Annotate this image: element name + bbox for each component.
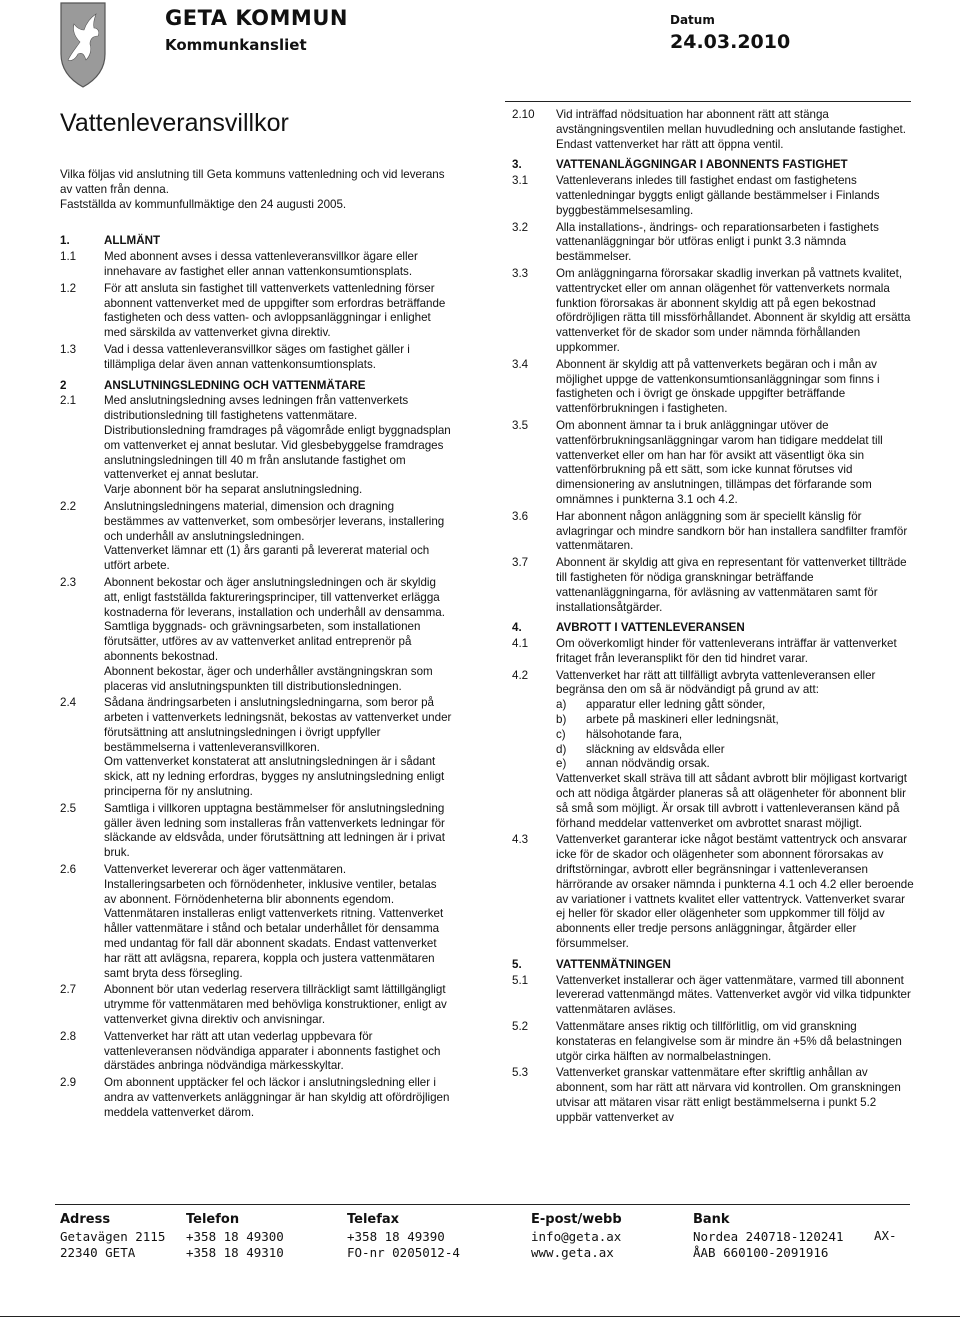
header-divider xyxy=(505,101,911,102)
list-text: släckning av eldsvåda eller xyxy=(586,742,725,756)
clause-number: 3.3 xyxy=(512,266,529,280)
clause-paragraph: Sådana ändringsarbeten i anslutningsledningarna, som beror på arbeten i vattenverkets ledningsnät, bekostas av vattenverket under förutsättning att anslutningsledningen i övrigt uppfyller bestämmelserna i vattenleveransvillkoren. xyxy=(104,696,452,754)
date-block xyxy=(670,12,790,54)
clause-item xyxy=(60,250,452,280)
clause-paragraph: Samtliga byggnads- och grävningsarbeten, som installationen förutsätter, utföres av av vattenverket anlitad entreprenör på abonnents bekostnad. xyxy=(104,620,421,663)
clause-body xyxy=(104,250,452,280)
clause-body xyxy=(556,267,914,356)
footer-fax xyxy=(347,1212,460,1261)
footer-bank-line: Nordea 240718-120241 xyxy=(693,1229,844,1244)
clause-number: 5.2 xyxy=(512,1020,529,1034)
clause-item xyxy=(512,174,914,218)
clause-body xyxy=(104,343,452,373)
clause-paragraph: Med anslutningsledning avses ledningen från vattenverkets distributionsledning till fastighetens vattenmätare. xyxy=(104,394,409,423)
clause-item xyxy=(60,1030,452,1074)
left-column xyxy=(60,108,452,1123)
clause-number: 4.2 xyxy=(512,668,529,682)
page-bottom-rule xyxy=(0,1316,960,1317)
left-sections xyxy=(60,234,452,1120)
footer-email-heading: E-post/webb xyxy=(531,1212,622,1227)
clause-item xyxy=(512,108,914,152)
footer-fax-heading: Telefax xyxy=(347,1212,400,1227)
clause-paragraph: Anslutningsledningens material, dimension och dragning bestämmes av vattenverket, som ombesörjer leverans, installering och underhåll av anslutningsledningen. xyxy=(104,499,445,543)
section-heading xyxy=(60,379,452,394)
section-number: 4. xyxy=(512,621,522,635)
clause-paragraph: Har abonnent någon anläggning som är speciellt känslig för avlagringar och mindre sandkorn bör han installera sandfilter framför vattenmätaren. xyxy=(556,509,908,553)
footer-phone-heading: Telefon xyxy=(186,1212,240,1227)
clause-paragraph: Vattenmätare anses riktig och tillförlitlig, om vid granskning konstateras en felangivelse som är mindre än +5% då belastningen utgör cirka hälften av normalbelastningen. xyxy=(556,1020,902,1063)
clause-body xyxy=(556,221,914,265)
clause-body xyxy=(556,637,914,667)
clause-paragraph: Vattenverket garanterar icke något bestämt vattentryck och ansvarar icke för de skador och olägenheter som abonnent förorsakas av driftstörningar, avbrott eller begränsningar i vattenleveransen härrörande av orsaker nämnda i punkterna 4.1 och 4.2 eller beroende av variationer i vattnets kvalitet eller vattentryck. Vattenverket svarar ej heller för skador eller olägenheter som uppkommer till följd av abonnents eller tredje persons anläggningar, åtgärder eller försummelser. xyxy=(556,833,914,951)
footer-web-line[interactable]: www.geta.ax xyxy=(531,1245,614,1260)
intro-text xyxy=(60,168,452,212)
footer-bank-heading: Bank xyxy=(693,1212,730,1227)
list-marker: a) xyxy=(556,698,567,712)
clause-body xyxy=(104,500,452,574)
clause-list-item xyxy=(556,757,914,772)
clause-number: 1.2 xyxy=(60,281,77,295)
clause-body xyxy=(104,696,452,800)
clause-paragraph: Med abonnent avses i dessa vattenleveransvillkor ägare eller innehavare av fastighet eller annan vattenkonsumtionsplats. xyxy=(104,250,418,278)
clause-paragraph: Om anläggningarna förorsakar skadlig inverkan på vattnets kvalitet, vattentrycket eller om annan olägenhet för vattenverkets normala funktion förorsakas är abonnent skyldig att på egen bekostnad ofördröjligen rätta till missförhållandet. Abonnent är skyldig att ersätta vattenverket för de skador som under nämnda förhållanden uppkommer. xyxy=(556,266,911,354)
clause-paragraph: Distributionsledning framdrages på vägområde enligt byggnadsplan om vattenverket ej annat beslutar. Vid glesbebyggelse framdrages anslutningsledningen till 40 m från anslutande fastighet om vattenverket ej annat beslutar. xyxy=(104,423,451,482)
clause-body xyxy=(104,1030,452,1074)
clause-number: 3.4 xyxy=(512,357,529,371)
clause-paragraph: Vattenverket lämnar ett (1) års garanti på levererat material och utfört arbete. xyxy=(104,544,430,573)
footer-address-line: Getavägen 2115 xyxy=(60,1229,166,1244)
footer-phone xyxy=(186,1212,284,1261)
clause-paragraph: Abonnent bekostar och äger anslutningsledningen och är skyldig att, enligt fastställda faktureringsprinciper, till vattenverket erlägga kostnaderna för leverans, installation och underhåll av densamma. xyxy=(104,575,445,619)
clause-number: 3.1 xyxy=(512,174,529,188)
clause-number: 2.1 xyxy=(60,394,77,408)
clause-item xyxy=(512,1020,914,1064)
clause-body xyxy=(556,833,914,951)
clause-paragraph: Om abonnent upptäcker fel och läckor i anslutningsledning eller i andra av vattenverkets anläggningar är han skyldig att ofördröjligen meddela vattenverket därom. xyxy=(104,1076,450,1119)
clause-body xyxy=(556,510,914,554)
clause-paragraph: Abonnent är skyldig att giva en representant för vattenverket tillträde till fastigheten för nödiga granskningar beträffande vattenanläggningarna, för avläsning av vattenmätaren samt för installationsåtgärder. xyxy=(556,556,907,614)
clause-body xyxy=(104,394,452,498)
clause-number: 2.3 xyxy=(60,575,77,589)
clause-item xyxy=(512,974,914,1018)
section-title: VATTENMÄTNINGEN xyxy=(556,957,671,971)
clause-body xyxy=(556,108,914,152)
clause-body xyxy=(556,556,914,615)
clause-number: 3.7 xyxy=(512,556,529,570)
clause-item xyxy=(512,358,914,417)
clause-item xyxy=(60,394,452,498)
clause-item xyxy=(60,802,452,861)
clause-body xyxy=(556,974,914,1018)
clause-paragraph: Vattenverket levererar och äger vattenmätaren. xyxy=(104,863,347,877)
section-heading xyxy=(512,158,914,173)
clause-body xyxy=(104,282,452,341)
list-text: apparatur eller ledning gått sönder, xyxy=(586,698,766,712)
clause-number: 1.3 xyxy=(60,342,77,356)
clause-item xyxy=(512,267,914,356)
clause-number: 2.9 xyxy=(60,1076,77,1090)
clause-paragraph: Endast vattenverket har rätt att öppna ventil. xyxy=(556,137,784,151)
footer-fax-line: +358 18 49390 xyxy=(347,1229,445,1244)
clause-body xyxy=(104,983,452,1027)
clause-paragraph: Vid inträffad nödsituation har abonnent rätt att stänga avstängningsventilen mellan huvudledning och anslutande fastighet. xyxy=(556,108,906,136)
department-name: Kommunkansliet xyxy=(165,36,307,54)
clause-body xyxy=(104,863,452,981)
section-title: ALLMÄNT xyxy=(104,234,161,248)
clause-item xyxy=(60,500,452,574)
clause-item xyxy=(60,696,452,800)
date-value: 24.03.2010 xyxy=(670,31,791,53)
clause-number: 3.2 xyxy=(512,220,529,234)
clause-number: 3.5 xyxy=(512,418,529,432)
footer-address-heading: Adress xyxy=(60,1212,111,1227)
list-marker: c) xyxy=(556,727,566,741)
list-text: annan nödvändig orsak. xyxy=(586,757,710,771)
footer-address xyxy=(60,1212,165,1261)
clause-paragraph: Om vattenverket konstaterat att anslutningsledningen är i sådant skick, att ny ledning erfordras, bygges ny anslutningsledning enligt principerna för ny anslutning. xyxy=(104,755,445,799)
list-marker: e) xyxy=(556,757,567,771)
clause-body xyxy=(556,1020,914,1064)
intro-line: Fastställda av kommunfullmäktige den 24 augusti 2005. xyxy=(60,197,347,211)
footer-email-line[interactable]: info@geta.ax xyxy=(531,1229,622,1244)
footer-bank-suffix-text: AX- xyxy=(874,1228,897,1243)
date-label: Datum xyxy=(670,13,715,27)
clause-paragraph: Vattenverket har rätt att utan vederlag uppbevara för vattenleveransen nödvändiga apparater i abonnents fastighet och därstädes anbringa nödvändiga märkesskyltar. xyxy=(104,1029,441,1073)
list-marker: b) xyxy=(556,713,567,727)
clause-item xyxy=(512,1066,914,1125)
clause-paragraph: Om oöverkomligt hinder för vattenleverans inträffar är vattenverket fritaget från leveransplikt för den tid hindret varar. xyxy=(556,637,897,665)
section-title: AVBROTT I VATTENLEVERANSEN xyxy=(556,621,745,635)
footer-address-line: 22340 GETA xyxy=(60,1245,136,1260)
organization-header xyxy=(165,6,348,56)
section-title: ANSLUTNINGSLEDNING OCH VATTENMÄTARE xyxy=(104,378,366,392)
clause-paragraph: Vattenverket granskar vattenmätare efter skriftlig anhållan av abonnent, som har rätt att närvara vid kontrollen. Om granskningen utvisar att mätaren visar rätt enligt bestämmelserna i punkt 5.2 uppbär vattenverket av xyxy=(556,1066,901,1124)
clause-paragraph: Abonnent bekostar, äger och underhåller avstängningskran som placeras vid anslutningspunkten till distributionsledningen. xyxy=(104,664,433,693)
clause-paragraph: Abonnent bör utan vederlag reservera tillräckligt samt lättillgängligt utrymme för vattenmätaren med behövliga konstruktioner, enligt av vattenverket givna direktiv och anvisningar. xyxy=(104,983,447,1027)
list-text: hälsohotande fara, xyxy=(586,727,683,741)
clause-item xyxy=(512,637,914,667)
section-number: 1. xyxy=(60,234,70,248)
municipal-crest-icon xyxy=(60,2,106,88)
clause-body xyxy=(104,576,452,694)
organization-name: GETA KOMMUN xyxy=(165,6,348,30)
right-column xyxy=(512,108,914,1128)
clause-item xyxy=(60,983,452,1027)
clause-number: 1.1 xyxy=(60,250,77,264)
clause-paragraph: Vattenleverans inledes till fastighet endast om fastighetens vattenledningar byggts enligt gällande bestämmelser i Finlands byggbestämmelsesamling. xyxy=(556,174,880,217)
clause-paragraph: För att ansluta sin fastighet till vattenverkets vattenledning förser abonnent vattenverket med de uppgifter som erfordras beträffande fastigheten och dess vatten- och avloppsanläggningar i enlighet med särskilda av vattenverket givna direktiv. xyxy=(104,281,446,340)
clause-item xyxy=(60,282,452,341)
clause-number: 3.6 xyxy=(512,509,529,523)
clause-number: 4.3 xyxy=(512,833,529,847)
clause-item xyxy=(512,419,914,508)
footer-divider xyxy=(55,1204,910,1205)
clause-list-item xyxy=(556,713,914,728)
footer-fax-line: FO-nr 0205012-4 xyxy=(347,1245,460,1260)
clause-item xyxy=(512,833,914,951)
clause-item xyxy=(512,556,914,615)
clause-paragraph: Abonnent är skyldig att på vattenverkets begäran och i mån av möjlighet uppge de vattenkonsumtionsanläggningar som finns i fastigheten och i övrigt ge önskade uppgifter beträffande vattenförbrukningen i fastigheten. xyxy=(556,357,880,416)
footer-phone-line: +358 18 49310 xyxy=(186,1245,284,1260)
clause-number: 5.3 xyxy=(512,1066,529,1080)
section-title: VATTENANLÄGGNINGAR I ABONNENTS FASTIGHET xyxy=(556,158,848,172)
clause-item xyxy=(60,863,452,981)
section-number: 5. xyxy=(512,957,522,971)
clause-paragraph: Vattenverket skall sträva till att sådant avbrott blir möjligast kortvarigt och att nödiga åtgärder planeras så att olägenheter för abonnent blir så små som möjligt. Är orsak till avbrott i vattenleveransen känd på förhand meddelar vattenverket om avbrottet snarast möjligt. xyxy=(556,772,907,830)
clause-paragraph: Vad i dessa vattenleveransvillkor säges om fastighet gäller i tillämpliga delar även annan vattenkonsumtionsplats. xyxy=(104,342,410,371)
clause-body xyxy=(556,358,914,417)
footer-bank-suffix xyxy=(874,1228,897,1244)
footer-phone-line: +358 18 49300 xyxy=(186,1229,284,1244)
clause-item xyxy=(512,510,914,554)
clause-paragraph: Alla installations-, ändrings- och reparationsarbeten i fastighets vattenanläggningar bör utföras enligt i punkt 3.3 nämnda bestämmelser. xyxy=(556,220,879,264)
clause-number: 2.7 xyxy=(60,983,77,997)
clause-body xyxy=(556,174,914,218)
clause-body xyxy=(104,802,452,861)
list-text: arbete på maskineri eller ledningsnät, xyxy=(586,713,779,727)
section-heading xyxy=(60,234,452,249)
clause-body xyxy=(104,1076,452,1120)
section-heading xyxy=(512,958,914,973)
right-pre-items xyxy=(512,108,914,152)
clause-list-item xyxy=(556,728,914,743)
list-marker: d) xyxy=(556,742,567,756)
clause-item xyxy=(60,1076,452,1120)
clause-paragraph: Varje abonnent bör ha separat anslutningsledning. xyxy=(104,483,363,497)
clause-number: 2.5 xyxy=(60,801,77,815)
clause-list-item xyxy=(556,698,914,713)
clause-paragraph: Samtliga i villkoren upptagna bestämmelser för anslutningsledning gäller även ledning som installeras från vattenverkets ledningar för släckande av eldsvåda, under förutsättning att ledningen är i privat bruk. xyxy=(104,801,445,860)
clause-number: 2.2 xyxy=(60,499,77,513)
clause-number: 2.8 xyxy=(60,1029,77,1043)
section-heading xyxy=(512,621,914,636)
clause-body xyxy=(556,669,914,832)
clause-item xyxy=(512,221,914,265)
clause-item xyxy=(60,576,452,694)
footer-bank xyxy=(693,1212,844,1261)
right-sections xyxy=(512,158,914,1125)
document-title: Vattenleveransvillkor xyxy=(60,109,289,137)
clause-paragraph: Om abonnent ämnar ta i bruk anläggningar utöver de vattenförbrukningsanläggningar varom han tidigare meddelat till vattenverket eller om han har för avsikt att väsentligt öka sin vattenförbrukning på ett sätt, som icke kunnat förutses vid dimensionering av anslutningen, tillämpas det förfarande som omnämnes i punkterna 3.1 och 4.2. xyxy=(556,418,883,506)
section-number: 3. xyxy=(512,158,522,172)
clause-body xyxy=(556,1066,914,1125)
clause-paragraph: Installeringsarbeten och förnödenheter, inklusive ventiler, betalas av abonnent. Förnödenheterna blir abonnents egendom. Vattenmätaren installeras enligt vattenverkets ritning. Vattenverket håller vattenmätare i stånd och betalar underhållet för densamma med undantag för fall där abonnent skadats. Endast vattenverket har rätt att avlägsna, reparera, koppla och justera vattenmätaren samt bryta dess försegling. xyxy=(104,877,444,980)
clause-number: 4.1 xyxy=(512,637,529,651)
clause-number: 2.4 xyxy=(60,696,77,710)
clause-item xyxy=(512,669,914,832)
intro-line: Vilka följas vid anslutning till Geta kommuns vattenledning och vid leverans av vatten från denna. xyxy=(60,168,445,196)
clause-number: 5.1 xyxy=(512,973,529,987)
clause-paragraph: Vattenverket installerar och äger vattenmätare, varmed till abonnent levererad vattenmängd mätes. Vattenverket avgör vid vilka tidpunkter vattenmätaren avläses. xyxy=(556,973,911,1017)
clause-number: 2.10 xyxy=(512,108,535,121)
clause-item xyxy=(60,343,452,373)
clause-paragraph: Vattenverket har rätt att tillfälligt avbryta vattenleveransen eller begränsa den om så är nödvändigt på grund av att: xyxy=(556,668,876,697)
clause-body xyxy=(556,419,914,508)
footer-bank-line: ÅAB 660100-2091916 xyxy=(693,1245,829,1260)
clause-list-item xyxy=(556,743,914,758)
clause-number: 2.6 xyxy=(60,863,77,877)
footer-email xyxy=(531,1212,622,1261)
section-number: 2 xyxy=(60,378,67,392)
